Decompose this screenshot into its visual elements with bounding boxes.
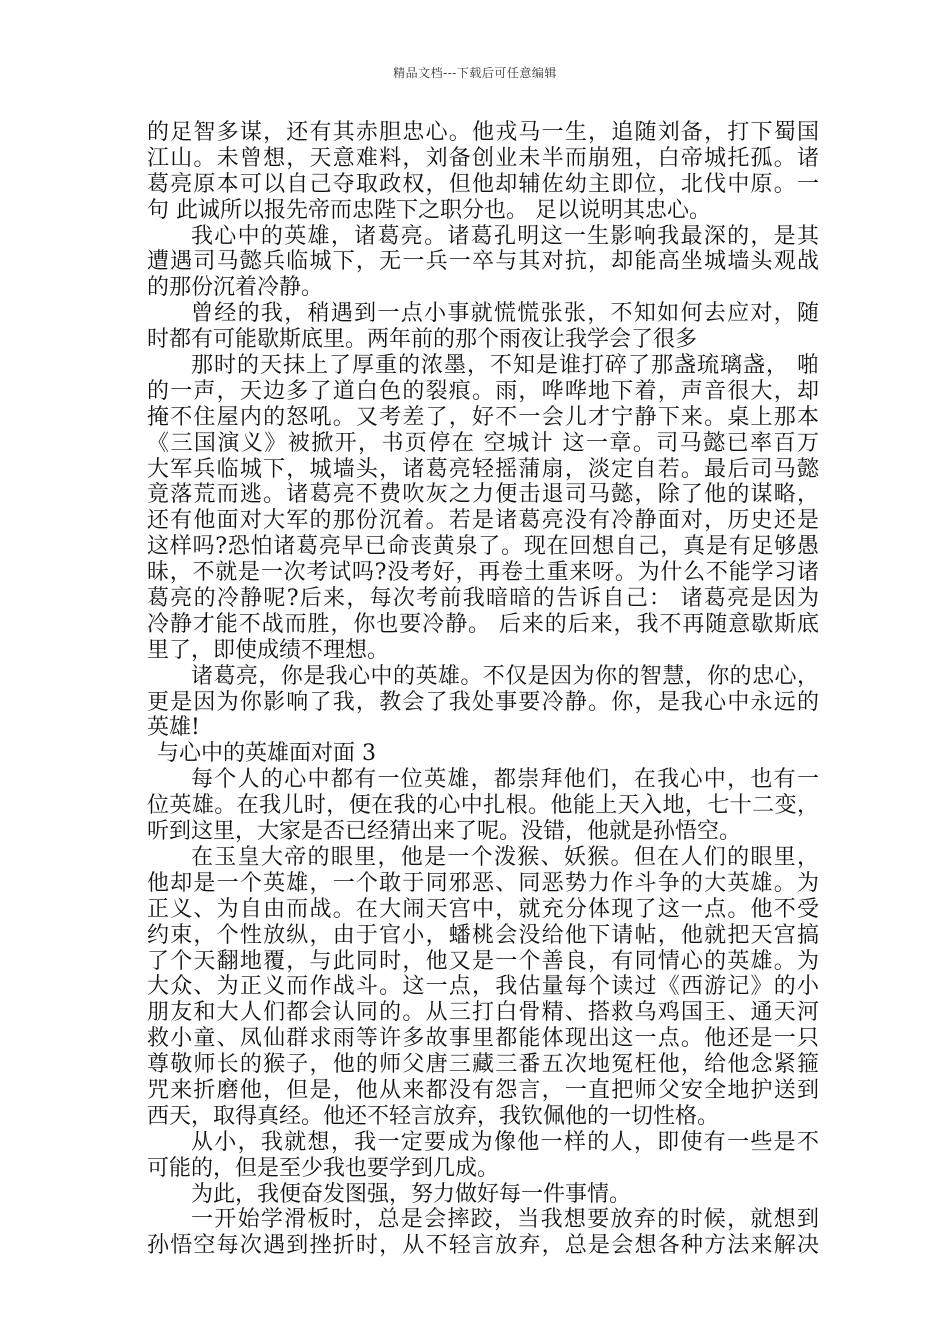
text-line: 从小，我就想，我一定要成为像他一样的人，即使有一些是不 (191, 1129, 819, 1155)
text-line: 昧，不就是一次考试吗?没考好，再卷土重来呀。为什么不能学习诸 (147, 560, 819, 586)
text-line: 我心中的英雄，诸葛亮。诸葛孔明这一生影响我最深的，是其 (191, 223, 819, 249)
text-line: 咒来折磨他，但是，他从来都没有怨言，一直把师父安全地护送到 (147, 1077, 819, 1103)
text-line: 可能的，但是至少我也要学到几成。 (147, 1155, 500, 1181)
text-line: 一开始学滑板时，总是会摔跤，当我想要放弃的时候，就想到 (191, 1207, 819, 1233)
text-line: 这样吗?恐怕诸葛亮早已命丧黄泉了。现在回想自己，真是有足够愚 (147, 534, 819, 560)
text-line: 尊敬师长的猴子，他的师父唐三藏三番五次地冤枉他，给他念紧箍 (147, 1052, 819, 1078)
text-line: 救小童、凤仙群求雨等许多故事里都能体现出这一点。他还是一只 (147, 1026, 819, 1052)
text-line: 遭遇司马懿兵临城下，无一兵一卒与其对抗，却能高坐城墙头观战 (147, 249, 819, 275)
text-line: 朋友和大人们都会认同的。从三打白骨精、搭救乌鸡国王、通天河 (147, 1000, 819, 1026)
text-line: 句 此诚所以报先帝而忠陛下之职分也。 足以说明其忠心。 (147, 197, 711, 223)
text-line: 听到这里，大家是否已经猜出来了呢。没错，他就是孙悟空。 (147, 819, 742, 845)
text-line: 他却是一个英雄，一个敢于同邪恶、同恶势力作斗争的大英雄。为 (147, 870, 819, 896)
text-line: 西天，取得真经。他还不轻言放弃，我钦佩他的一切性格。 (147, 1103, 720, 1129)
text-line: 更是因为你影响了我，教会了我处事要冷静。你，是我心中永远的 (147, 689, 819, 715)
text-line: 孙悟空每次遇到挫折时，从不轻言放弃，总是会想各种方法来解决 (147, 1233, 819, 1259)
text-line: 的足智多谋，还有其赤胆忠心。他戎马一生，追随刘备，打下蜀国 (147, 120, 819, 145)
section-heading: 与心中的英雄面对面 3 (157, 741, 376, 767)
text-line: 约束，个性放纵，由于官小，蟠桃会没给他下请帖，他就把天宫搞 (147, 922, 819, 948)
page-header: 精品文档---下载后可任意编辑 (393, 66, 557, 80)
text-line: 在玉皇大帝的眼里，他是一个泼猴、妖猴。但在人们的眼里， (191, 844, 819, 870)
text-line: 为此，我便奋发图强，努力做好每一件事情。 (191, 1181, 632, 1207)
text-line: 冷静才能不战而胜，你也要冷静。 后来的后来，我不再随意歇斯底 (147, 611, 819, 637)
text-line: 竟落荒而逃。诸葛亮不费吹灰之力便击退司马懿，除了他的谋略， (147, 482, 819, 508)
text-line: 了个天翻地覆，与此同时，他又是一个善良，有同情心的英雄。为 (147, 948, 819, 974)
text-line: 里了，即使成绩不理想。 (147, 637, 390, 663)
document-body (147, 120, 819, 1259)
text-line: 《三国演义》被掀开，书页停在 空城计 这一章。司马懿已率百万 (147, 430, 819, 456)
text-line: 正义、为自由而战。在大闹天宫中，就充分体现了这一点。他不受 (147, 896, 819, 922)
text-line: 大众、为正义而作战斗。这一点，我估量每个读过《西游记》的小 (147, 974, 819, 1000)
text-line: 掩不住屋内的怒吼。又考差了，好不一会儿才宁静下来。桌上那本 (147, 404, 819, 430)
text-line: 英雄! (147, 715, 200, 741)
text-line: 葛亮的冷静呢?后来，每次考前我暗暗的告诉自己： 诸葛亮是因为 (147, 586, 819, 612)
text-line: 诸葛亮，你是我心中的英雄。不仅是因为你的智慧，你的忠心， (191, 663, 819, 689)
text-line: 大军兵临城下，城墙头，诸葛亮轻摇蒲扇，淡定自若。最后司马懿 (147, 456, 819, 482)
text-line: 位英雄。在我儿时，便在我的心中扎根。他能上天入地，七十二变， (147, 793, 819, 819)
text-line: 的一声，天边多了道白色的裂痕。雨，哗哗地下着，声音很大，却 (147, 378, 819, 404)
text-line: 那时的天抹上了厚重的浓墨，不知是谁打碎了那盏琉璃盏， 啪 (191, 353, 819, 379)
text-line: 的那份沉着冷静。 (147, 275, 324, 301)
text-line: 还有他面对大军的那份沉着。若是诸葛亮没有冷静面对，历史还是 (147, 508, 819, 534)
text-line: 江山。未曾想，天意难料，刘备创业未半而崩殂，白帝城托孤。诸 (147, 145, 819, 171)
text-line: 曾经的我，稍遇到一点小事就慌慌张张，不知如何去应对，随 (191, 301, 819, 327)
text-line: 葛亮原本可以自己夺取政权，但他却辅佐幼主即位，北伐中原。一 (147, 171, 819, 197)
text-line: 时都有可能歇斯底里。两年前的那个雨夜让我学会了很多 (147, 327, 698, 353)
text-line: 每个人的心中都有一位英雄，都崇拜他们，在我心中，也有一 (191, 767, 819, 793)
